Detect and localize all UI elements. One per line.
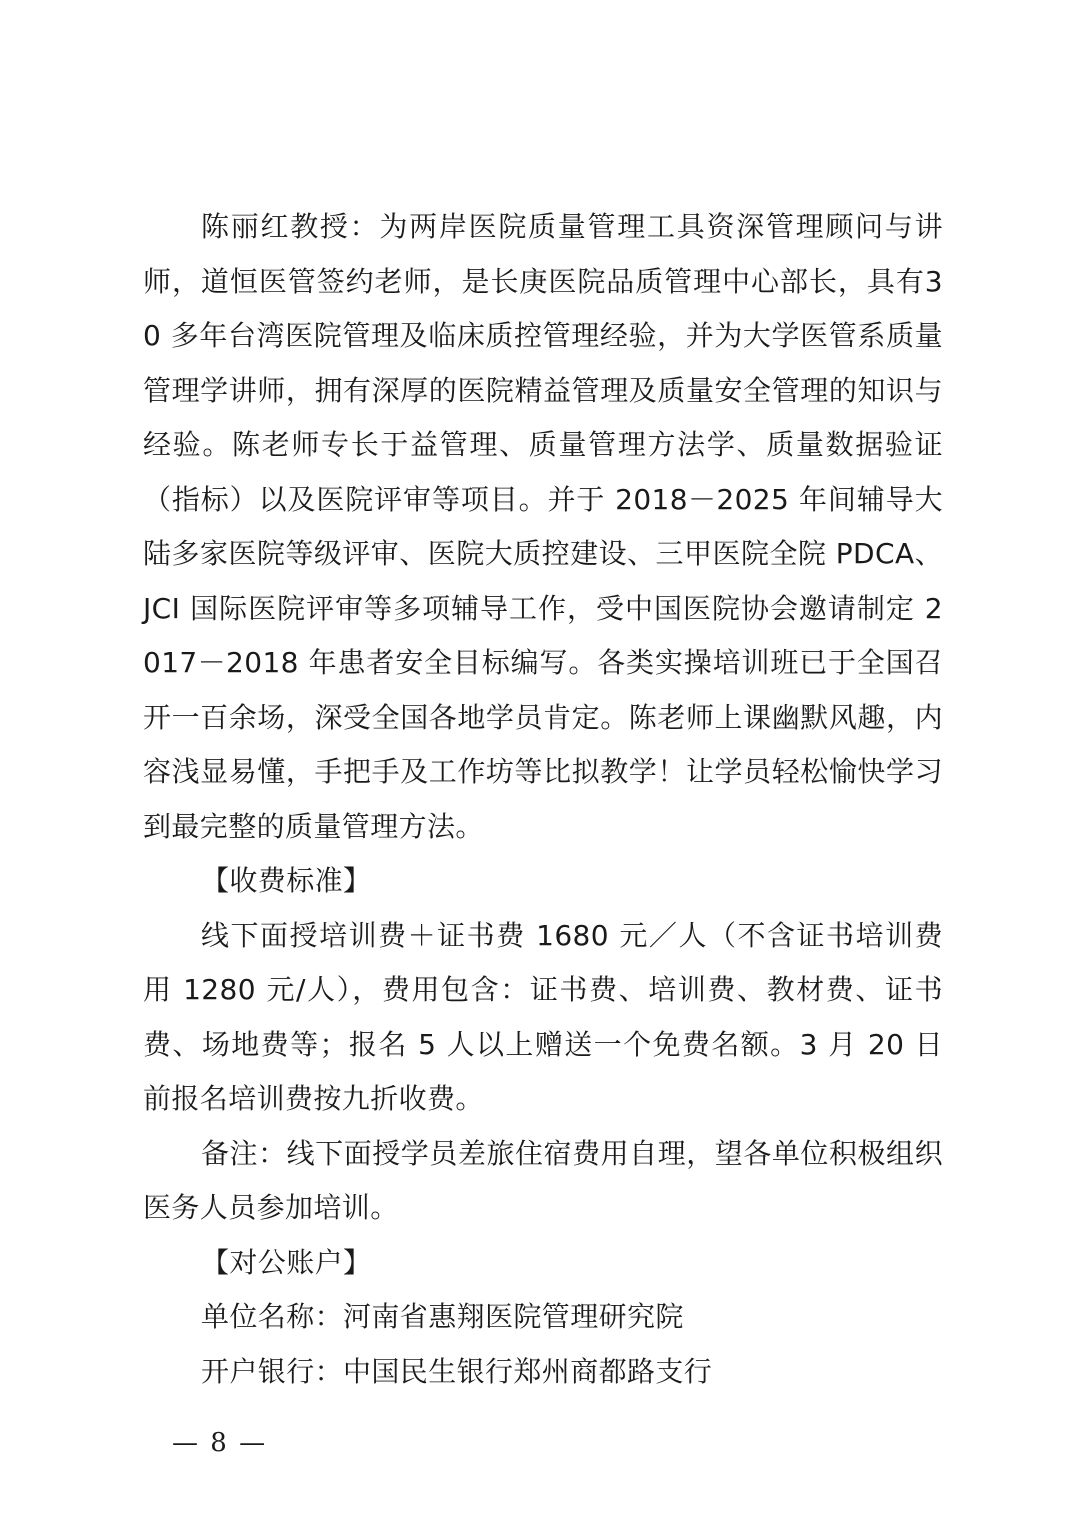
fee-paragraph: 线下面授培训费＋证书费 1680 元／人（不含证书培训费用 1280 元/人），费用包含：证书费、培训费、教材费、证书费、场地费等；报名 5 人以上赠送一个免费名额。3 月 20 日前报名培训费按九折收费。 <box>143 918 943 1115</box>
page-number: — 8 — <box>172 1428 268 1458</box>
instructor-bio-paragraph: 陈丽红教授：为两岸医院质量管理工具资深管理顾问与讲师，道恒医管签约老师，是长庚医院品质管理中心部长，具有30 多年台湾医院管理及临床质控管理经验，并为大学医管系质量管理学讲师，拥有深厚的医院精益管理及质量安全管理的知识与经验。陈老师专长于益管理、质量管理方法学、质量数据验证（指标）以及医院评审等项目。并于 2018－2025 年间辅导大陆多家医院等级评审、医院大质控建设、三甲医院全院 PDCA、JCI 国际医院评审等多项辅导工作，受中国医院协会邀请制定 2017－2018 年患者安全目标编写。各类实操培训班已于全国召开一百余场，深受全国各地学员肯定。陈老师上课幽默风趣，内容浅显易懂，手把手及工作坊等比拟教学！让学员轻松愉快学习到最完整的质量管理方法。 <box>143 210 943 843</box>
note-paragraph: 备注：线下面授学员差旅住宿费用自理，望各单位积极组织医务人员参加培训。 <box>143 1136 943 1224</box>
fee-standard-heading: 【收费标准】 <box>201 864 372 897</box>
bank-line: 开户银行：中国民生银行郑州商都路支行 <box>201 1354 713 1388</box>
corporate-account-heading: 【对公账户】 <box>201 1245 372 1279</box>
document-body <box>143 200 943 1399</box>
unit-name-line: 单位名称：河南省惠翔医院管理研究院 <box>201 1300 684 1333</box>
